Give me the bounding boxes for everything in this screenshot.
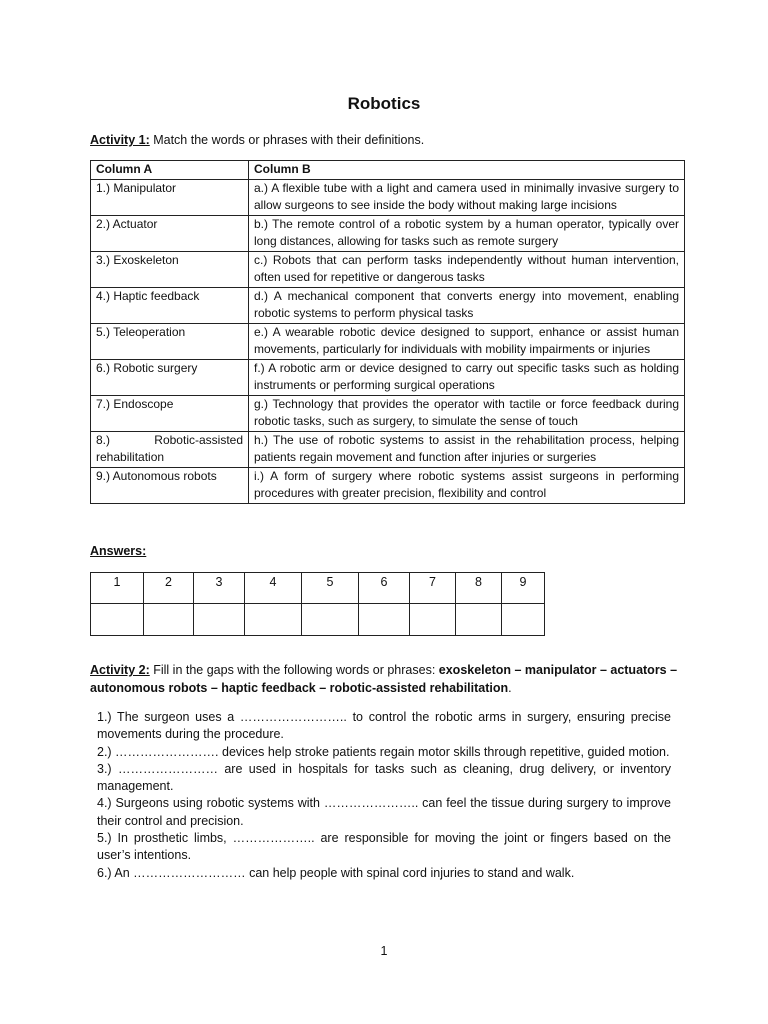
table-row [91, 251, 685, 287]
term-cell: 7.) Endoscope [91, 395, 249, 431]
answer-cell-5[interactable] [302, 604, 359, 636]
activity-2-end: . [508, 681, 512, 695]
answers-heading: Answers: [90, 544, 147, 558]
table-row [91, 323, 685, 359]
definition-cell: c.) Robots that can perform tasks independently without human intervention, often used for repetitive or dangerous tasks [249, 251, 685, 287]
answer-number: 5 [302, 573, 359, 604]
answer-number: 4 [245, 573, 302, 604]
table-row [91, 395, 685, 431]
activity-1-text: Match the words or phrases with their definitions. [149, 133, 425, 147]
answer-number: 1 [91, 573, 144, 604]
definition-cell: f.) A robotic arm or device designed to carry out specific tasks such as holding instruments or performing surgical operations [249, 359, 685, 395]
gap-sentence: 4.) Surgeons using robotic systems with ………………….. can feel the tissue during surgery to improve their control and precision. [97, 796, 671, 828]
gap-sentence: 5.) In prosthetic limbs, ……………….. are responsible for moving the joint or fingers based on the user’s intentions. [97, 831, 671, 863]
answer-number: 3 [194, 573, 245, 604]
definition-cell: a.) A flexible tube with a light and camera used in minimally invasive surgery to allow surgeons to see inside the body without making large incisions [249, 179, 685, 215]
matching-table-header [91, 161, 685, 180]
term-cell: 9.) Autonomous robots [91, 467, 249, 503]
answers-number-row [91, 573, 545, 604]
activity-2-label: Activity 2: [90, 663, 150, 677]
answer-cell-4[interactable] [245, 604, 302, 636]
term-cell: 3.) Exoskeleton [91, 251, 249, 287]
answer-cell-8[interactable] [456, 604, 502, 636]
answer-cell-7[interactable] [410, 604, 456, 636]
matching-table [90, 160, 685, 504]
page-title: Robotics [347, 94, 421, 113]
definition-cell: b.) The remote control of a robotic system by a human operator, typically over long distances, allowing for tasks such as remote surgery [249, 215, 685, 251]
answer-number: 8 [456, 573, 502, 604]
term-cell: 1.) Manipulator [91, 179, 249, 215]
definition-cell: e.) A wearable robotic device designed to support, enhance or assist human movements, particularly for individuals with mobility impairments or injuries [249, 323, 685, 359]
answer-number: 9 [502, 573, 545, 604]
answer-cell-9[interactable] [502, 604, 545, 636]
gap-sentence: 3.) …………………… are used in hospitals for tasks such as cleaning, drug delivery, or inventory management. [97, 761, 671, 794]
answer-cell-1[interactable] [91, 604, 144, 636]
column-b-header: Column B [249, 161, 685, 180]
table-row [91, 215, 685, 251]
table-row [91, 431, 685, 467]
definition-cell: i.) A form of surgery where robotic systems assist surgeons in performing procedures with greater precision, flexibility and control [249, 467, 685, 503]
activity-2-word-bank: exoskeleton – manipulator – actuators – autonomous robots – haptic feedback – robotic-assisted rehabilitation [90, 663, 678, 695]
answer-cell-6[interactable] [359, 604, 410, 636]
answer-number: 2 [144, 573, 194, 604]
definition-cell: d.) A mechanical component that converts energy into movement, enabling robotic systems to perform physical tasks [249, 287, 685, 323]
answer-number: 6 [359, 573, 410, 604]
answers-blank-row [91, 604, 545, 636]
gap-fill-list [97, 709, 671, 882]
term-cell: 2.) Actuator [91, 215, 249, 251]
activity-1-label: Activity 1: [90, 133, 150, 147]
term-cell: 6.) Robotic surgery [91, 359, 249, 395]
answer-cell-3[interactable] [194, 604, 245, 636]
gap-sentence: 2.) ……………………. devices help stroke patients regain motor skills through repetitive, guided motion. [97, 744, 670, 759]
definition-cell: g.) Technology that provides the operator with tactile or force feedback during robotic tasks, such as surgery, to simulate the sense of touch [249, 395, 685, 431]
answer-cell-2[interactable] [144, 604, 194, 636]
gap-sentence: 6.) An ……………………… can help people with spinal cord injuries to stand and walk. [97, 865, 575, 880]
term-cell: 5.) Teleoperation [91, 323, 249, 359]
answer-number: 7 [410, 573, 456, 604]
definition-cell: h.) The use of robotic systems to assist in the rehabilitation process, helping patients regain movement and function after injuries or surgeries [249, 431, 685, 467]
answers-table [90, 572, 545, 636]
table-row [91, 359, 685, 395]
gap-sentence: 1.) The surgeon uses a …………………….. to control the robotic arms in surgery, ensuring precise movements during the procedure. [97, 710, 671, 742]
table-row [91, 179, 685, 215]
term-cell: 4.) Haptic feedback [91, 287, 249, 323]
table-row [91, 287, 685, 323]
activity-2-text: Fill in the gaps with the following words or phrases: [149, 663, 439, 677]
activity-1-instruction [90, 131, 686, 149]
activity-2-instruction [90, 661, 686, 697]
column-a-header: Column A [91, 161, 249, 180]
term-cell: 8.) Robotic-assisted rehabilitation [91, 431, 249, 467]
page-number: 1 [380, 944, 388, 958]
table-row [91, 467, 685, 503]
